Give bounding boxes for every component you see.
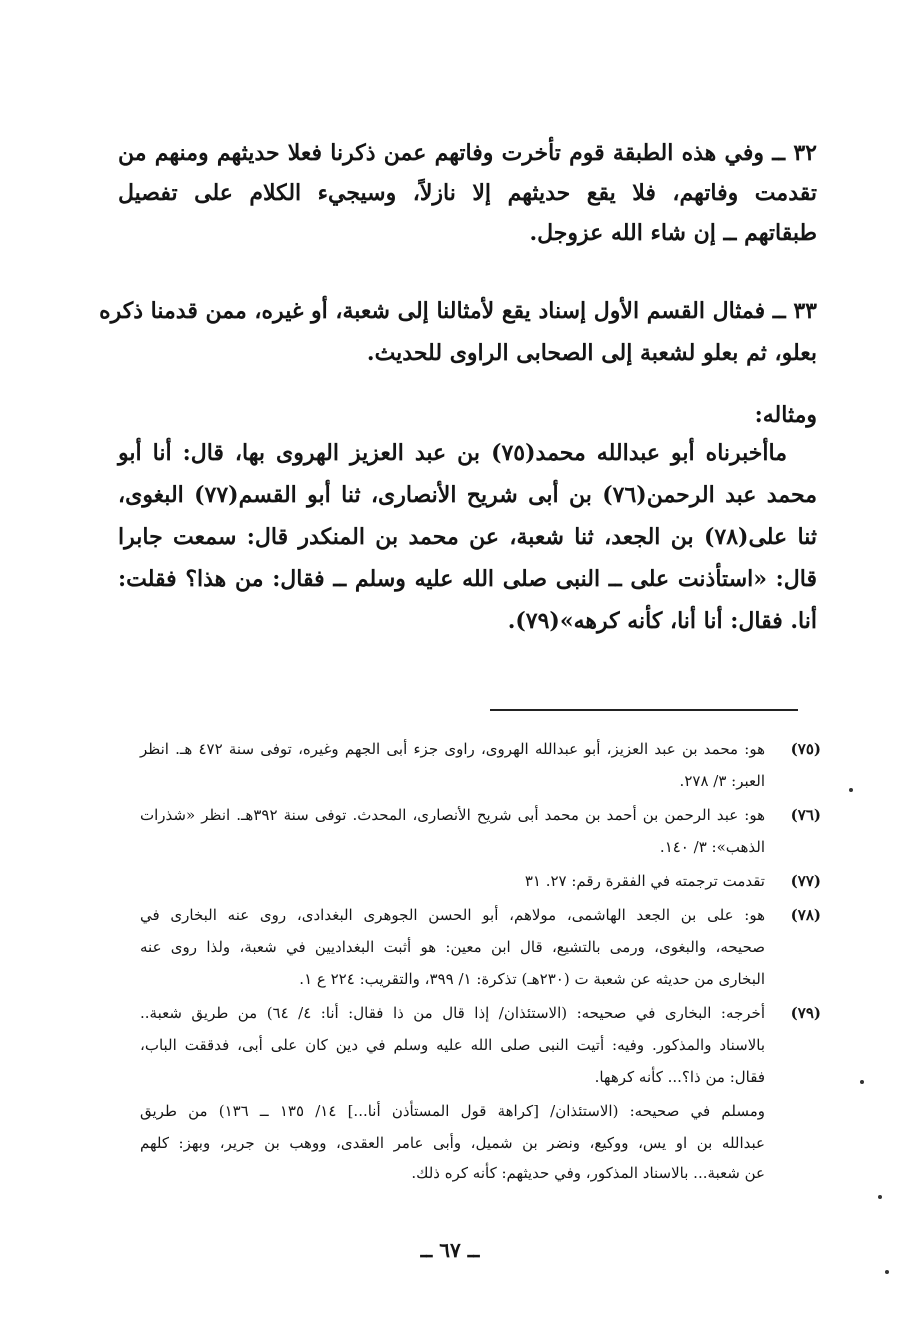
footnote-number-76: (٧٦)	[790, 806, 821, 824]
footnote-79-line-6: عن شعبة... بالاسناد المذكور، وفي حديثهم: كأنه كره ذلك.	[411, 1164, 765, 1182]
paragraph-32-line-3: طبقاتهم ــ إن شاء الله عزوجل.	[529, 220, 817, 246]
example-line-4: قال: «استأذنت على ــ النبى صلى الله عليه وسلم ــ فقال: من هذا؟ فقلت:	[118, 566, 817, 592]
example-line-1: ماأخبرناه أبو عبدالله محمد(٧٥) بن عبد العزيز الهروى بها، قال: أنا أبو	[118, 440, 787, 466]
paragraph-32-line-2: تقدمت وفاتهم، فلا يقع حديثهم إلا نازلاً، وسيجيء الكلام على تفصيل	[118, 180, 817, 206]
paragraph-32-line-1: ٣٢ ــ وفي هذه الطبقة قوم تأخرت وفاتهم عمن ذكرنا فعلا حديثهم ومنهم من	[118, 140, 817, 166]
footnote-number-75: (٧٥)	[790, 740, 821, 758]
footnote-78-line-1: هو: على بن الجعد الهاشمى، مولاهم، أبو الحسن الجوهرى البغدادى، روى عنه البخارى في	[140, 906, 765, 924]
footnote-77-line-1: تقدمت ترجمته في الفقرة رقم: ٢٧. ٣١	[524, 872, 765, 890]
scan-speck	[878, 1195, 882, 1199]
scan-speck	[849, 788, 853, 792]
footnote-76-line-1: هو: عبد الرحمن بن أحمد بن محمد أبى شريح الأنصارى، المحدث. توفى سنة ٣٩٢هـ. انظر «شذرات	[140, 806, 766, 824]
scan-speck	[885, 1270, 889, 1274]
footnote-79-line-2: بالاسناد والمذكور. وفيه: أتيت النبى صلى الله عليه وسلم في دين كان على أبى، فدققت الباب،	[140, 1036, 765, 1054]
example-line-2: محمد عبد الرحمن(٧٦) بن أبى شريح الأنصارى، ثنا أبو القسم(٧٧) البغوى،	[118, 482, 817, 508]
footnote-number-77: (٧٧)	[790, 872, 821, 890]
footnote-79-line-4: ومسلم في صحيحه: (الاستئذان/ [كراهة قول المستأذن أنا...] ١٤/ ١٣٥ ــ ١٣٦) من طريق	[140, 1102, 765, 1120]
footnote-79-line-3: فقال: من ذا؟... كأنه كرهها.	[594, 1068, 765, 1086]
footnote-79-line-1: أخرجه: البخارى في صحيحه: (الاستئذان/ إذا قال من ذا فقال: أنا: ٤/ ٦٤) من طريق شعبة..	[140, 1004, 765, 1022]
page-number: ــ ٦٧ ــ	[420, 1238, 480, 1262]
footnote-78-line-3: البخارى من حديثه عن شعبة ت (٢٣٠هـ) تذكرة: ١/ ٣٩٩، والتقريب: ٢٢٤ ع ١.	[299, 970, 765, 988]
paragraph-33-line-2: بعلو، ثم بعلو لشعبة إلى الصحابى الراوى للحديث.	[366, 340, 817, 366]
example-line-3: ثنا على(٧٨) بن الجعد، ثنا شعبة، عن محمد بن المنكدر قال: سمعت جابرا	[118, 524, 818, 550]
footnote-number-79: (٧٩)	[790, 1004, 821, 1022]
footnote-79-line-5: عبدالله بن او يس، ووكيع، ونضر بن شميل، وأبى عامر العقدى، ووهب بن جرير، وبهز: كلهم	[140, 1134, 765, 1152]
footnote-75-line-1: هو: محمد بن عبد العزيز، أبو عبدالله الهروى، راوى جزء أبى الجهم وغيره، توفى سنة ٤٧٢ هـ. انظر	[140, 740, 765, 758]
scan-speck	[860, 1080, 864, 1084]
footnote-number-78: (٧٨)	[790, 906, 821, 924]
footnote-75-line-2: العبر: ٣/ ٢٧٨.	[679, 772, 765, 790]
example-heading: ومثاله:	[754, 402, 817, 428]
example-line-5: أنا. فقال: أنا أنا، كأنه كرهه»(٧٩).	[507, 608, 817, 634]
footnote-separator	[490, 709, 798, 711]
paragraph-33-line-1: ٣٣ ــ فمثال القسم الأول إسناد يقع لأمثالنا إلى شعبة، أو غيره، ممن قدمنا ذكره	[99, 298, 817, 324]
footnote-78-line-2: صحيحه، والبغوى، ورمى بالتشيع، قال ابن معين: هو أثبت البغداديين في شعبة، ولذا روى عنه	[140, 938, 765, 956]
footnote-76-line-2: الذهب»: ٣/ ١٤٠.	[659, 838, 765, 856]
